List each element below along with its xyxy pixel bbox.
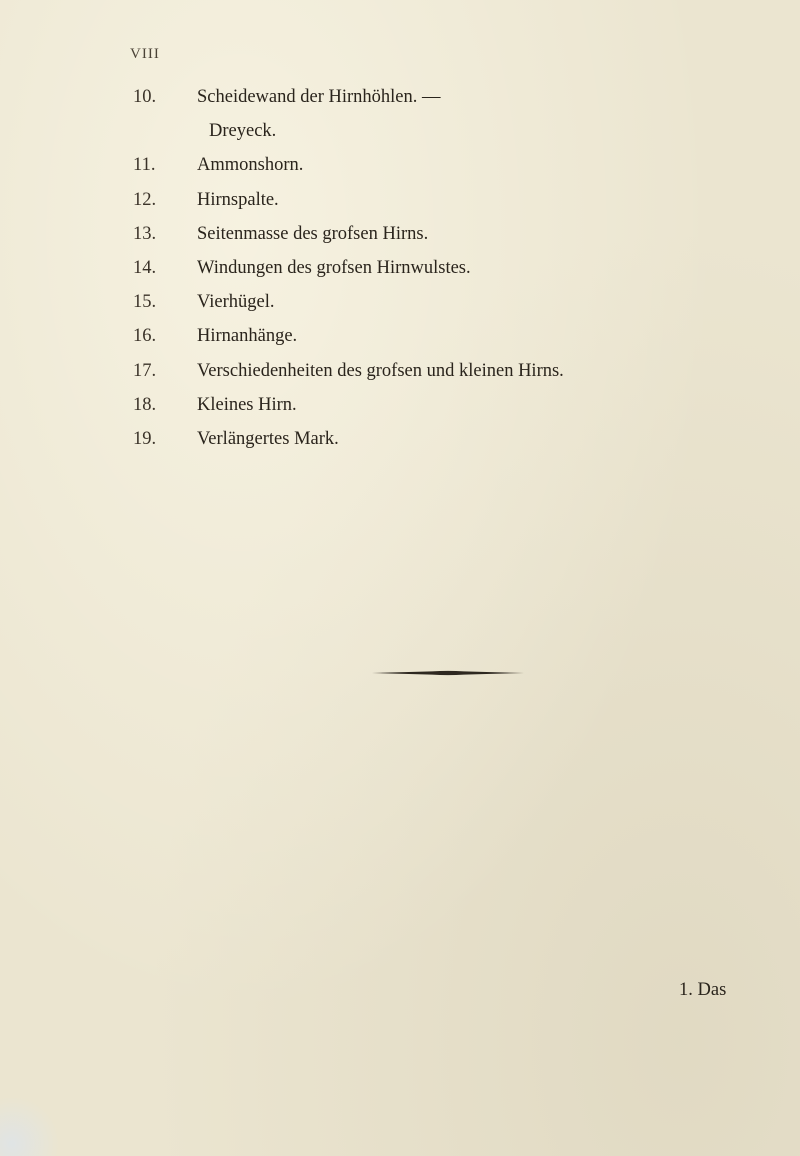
- legend-item: [133, 422, 693, 456]
- legend-item: [133, 319, 693, 353]
- tapered-rule-icon: [372, 670, 524, 676]
- legend-item-label: Scheidewand der Hirnhöhlen. —: [197, 87, 441, 107]
- legend-item-continuation: [133, 114, 693, 148]
- legend-item-number: 13.: [133, 223, 157, 244]
- legend-item-number: 19.: [133, 428, 157, 449]
- legend-item-number: 16.: [133, 326, 157, 347]
- legend-item: [133, 80, 693, 114]
- legend-item: [133, 285, 693, 319]
- legend-item-number: 10.: [133, 87, 157, 107]
- legend-item-number: 18.: [133, 394, 157, 415]
- legend-item-number: 12.: [133, 189, 157, 210]
- legend-item-number: 17.: [133, 360, 157, 381]
- page-number: VIII: [130, 46, 160, 62]
- legend-item: [133, 251, 693, 285]
- legend-item: [133, 388, 693, 422]
- legend-item: [133, 354, 693, 388]
- legend-item-number: 15.: [133, 292, 157, 313]
- legend-item-label: Windungen des grofsen Hirnwulstes.: [197, 257, 471, 278]
- legend-item: [133, 217, 693, 251]
- legend-item-label: Verschiedenheiten des grofsen und kleinen Hirns.: [197, 360, 564, 381]
- catchword: 1. Das: [679, 980, 727, 1000]
- legend-item-label: Vierhügel.: [197, 292, 275, 313]
- legend-item-number: 14.: [133, 257, 157, 278]
- legend-item-number: 11.: [133, 155, 156, 176]
- legend-item-label: Seitenmasse des grofsen Hirns.: [197, 223, 429, 244]
- decorative-rule: [372, 670, 524, 676]
- legend-item-label: Hirnanhänge.: [197, 326, 298, 347]
- figure-legend-list: [133, 80, 693, 456]
- legend-item-label: Verlängertes Mark.: [197, 428, 339, 449]
- legend-item: [133, 148, 693, 182]
- legend-item-label: Hirnspalte.: [197, 189, 279, 210]
- legend-item-label: Kleines Hirn.: [197, 394, 297, 415]
- paper-stain: [0, 1096, 60, 1156]
- legend-item: [133, 183, 693, 217]
- legend-item-label: Ammonshorn.: [197, 155, 304, 176]
- legend-item-label: Dreyeck.: [209, 121, 277, 142]
